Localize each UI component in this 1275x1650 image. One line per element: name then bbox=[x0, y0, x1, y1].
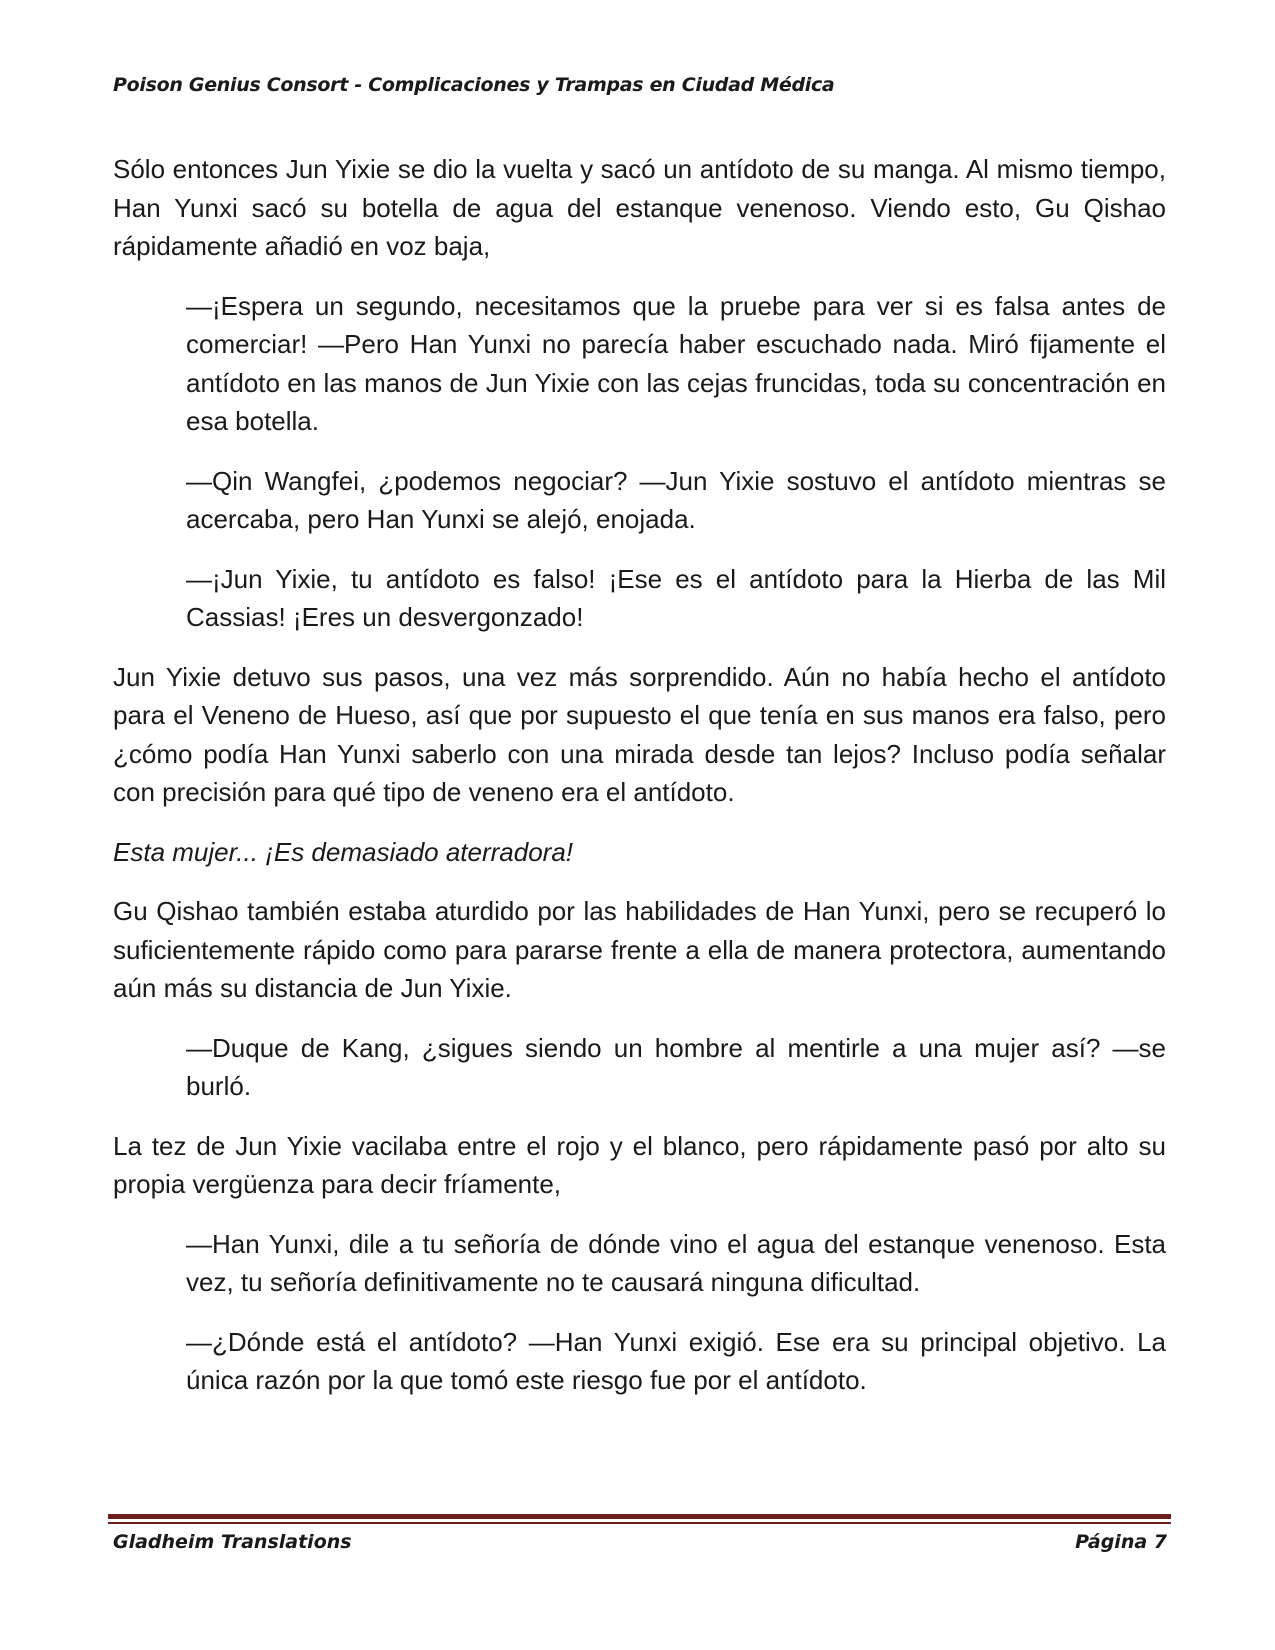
dialogue-paragraph: —¡Jun Yixie, tu antídoto es falso! ¡Ese es el antídoto para la Hierba de las Mil Cassias! ¡Eres un desvergonzado! bbox=[186, 563, 1166, 632]
paragraph: La tez de Jun Yixie vacilaba entre el rojo y el blanco, pero rápidamente pasó por alto su propia vergüenza para decir fríamente, bbox=[113, 1130, 1166, 1199]
page-header-title: Poison Genius Consort - Complicaciones y Trampas en Ciudad Médica bbox=[113, 74, 835, 96]
paragraph: Jun Yixie detuvo sus pasos, una vez más sorprendido. Aún no había hecho el antídoto para el Veneno de Hueso, así que por supuesto el que tenía en sus manos era falso, pero ¿cómo podía Han Yunxi saberlo con una mirada desde tan lejos? Incluso podía señalar con precisión para qué tipo de veneno era el antídoto. bbox=[113, 661, 1166, 807]
dialogue-paragraph: —¿Dónde está el antídoto? —Han Yunxi exigió. Ese era su principal objetivo. La única razón por la que tomó este riesgo fue por el antídoto. bbox=[186, 1326, 1166, 1395]
footer-rule-thick bbox=[108, 1514, 1171, 1519]
footer-publisher: Gladheim Translations bbox=[113, 1531, 352, 1553]
paragraph: Sólo entonces Jun Yixie se dio la vuelta y sacó un antídoto de su manga. Al mismo tiempo, Han Yunxi sacó su botella de agua del estanque venenoso. Viendo esto, Gu Qishao rápidamente añadió en voz baja, bbox=[113, 154, 1166, 261]
paragraph: Gu Qishao también estaba aturdido por las habilidades de Han Yunxi, pero se recuperó lo suficientemente rápido como para pararse frente a ella de manera protectora, aumentando aún más su distancia de Jun Yixie. bbox=[113, 896, 1166, 1003]
document-body bbox=[113, 150, 1166, 1421]
dialogue-paragraph: —¡Espera un segundo, necesitamos que la pruebe para ver si es falsa antes de comerciar! —Pero Han Yunxi no parecía haber escuchado nada. Miró fijamente el antídoto en las manos de Jun Yixie con las cejas fruncidas, toda su concentración en esa botella. bbox=[186, 290, 1166, 436]
dialogue-paragraph: —Qin Wangfei, ¿podemos negociar? —Jun Yixie sostuvo el antídoto mientras se acercaba, pero Han Yunxi se alejó, enojada. bbox=[186, 465, 1166, 534]
dialogue-paragraph: —Han Yunxi, dile a tu señoría de dónde vino el agua del estanque venenoso. Esta vez, tu señoría definitivamente no te causará ninguna dificultad. bbox=[186, 1228, 1166, 1297]
thought-paragraph: Esta mujer... ¡Es demasiado aterradora! bbox=[113, 836, 574, 867]
dialogue-paragraph: —Duque de Kang, ¿sigues siendo un hombre al mentirle a una mujer así? —se burló. bbox=[186, 1032, 1166, 1101]
footer-rule-thin bbox=[108, 1522, 1171, 1524]
footer-page-number: Página 7 bbox=[1075, 1531, 1167, 1553]
